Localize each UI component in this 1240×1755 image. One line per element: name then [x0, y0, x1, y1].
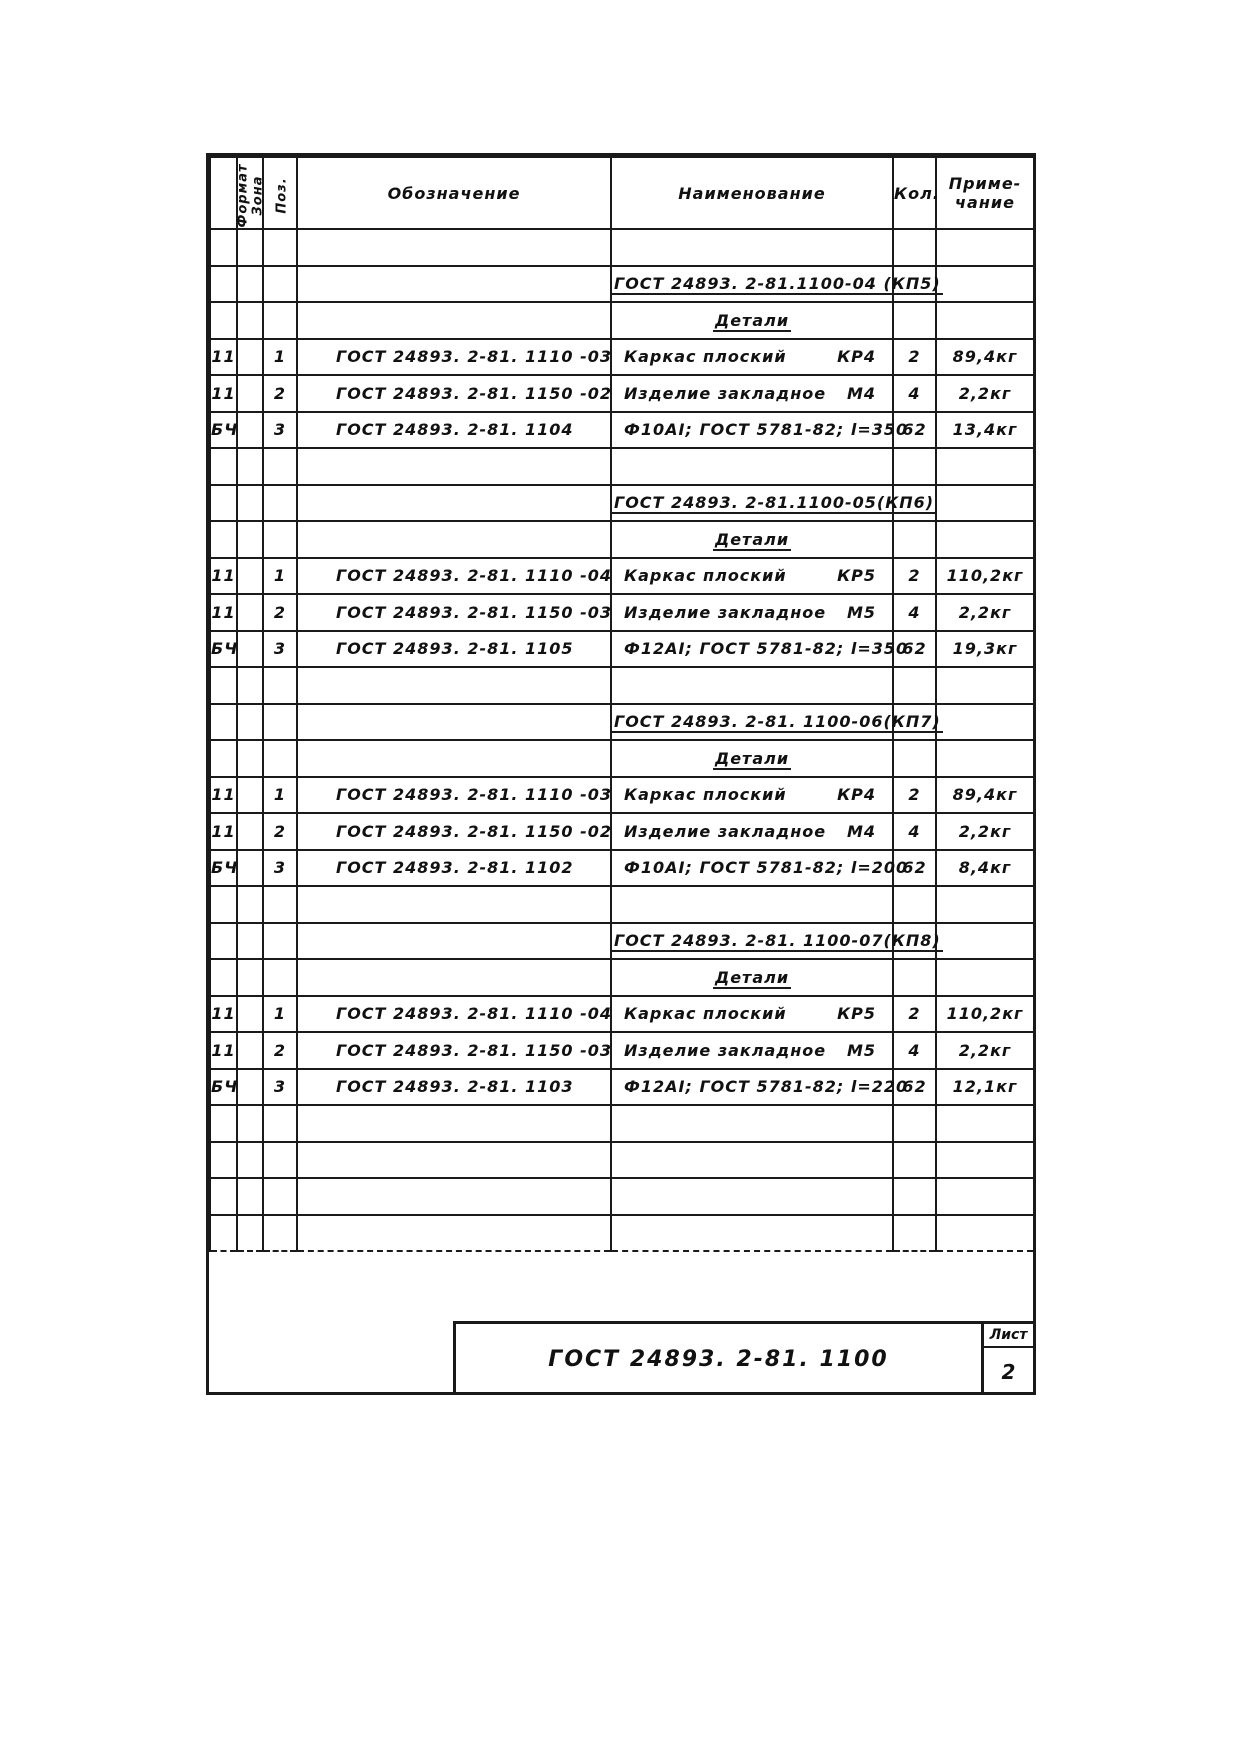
cell-pos: 2	[263, 594, 297, 631]
cell-zone	[237, 777, 263, 814]
cell-designation: ГОСТ 24893. 2-81. 1104	[297, 412, 611, 449]
cell-pos	[263, 923, 297, 960]
cell-format	[210, 521, 237, 558]
cell-qty	[893, 1178, 936, 1215]
cell-designation	[297, 448, 611, 485]
cell-qty: 4	[893, 594, 936, 631]
cell-zone	[237, 996, 263, 1033]
header-qty: Кол.	[893, 157, 936, 229]
cell-designation: ГОСТ 24893. 2-81. 1110 -04	[297, 996, 611, 1033]
cell-note: 2,2кг	[936, 594, 1034, 631]
cell-designation: ГОСТ 24893. 2-81. 1150 -03	[297, 1032, 611, 1069]
item-name: Каркас плоский	[624, 347, 787, 367]
specification-table	[209, 156, 1035, 1252]
document-code: ГОСТ 24893. 2-81. 1100	[456, 1324, 984, 1395]
header-note: Приме- чание	[936, 157, 1034, 229]
cell-name	[611, 1178, 893, 1215]
cell-format	[210, 1178, 237, 1215]
cell-qty	[893, 886, 936, 923]
cell-zone	[237, 594, 263, 631]
item-name: Изделие закладное	[624, 602, 827, 622]
cell-qty: 2	[893, 777, 936, 814]
cell-pos	[263, 740, 297, 777]
cell-note	[936, 302, 1034, 339]
cell-note	[936, 923, 1034, 960]
item-name: Каркас плоский	[624, 566, 787, 586]
cell-zone	[237, 923, 263, 960]
cell-designation	[297, 923, 611, 960]
cell-name	[611, 412, 909, 449]
cell-zone	[237, 704, 263, 741]
cell-pos	[263, 521, 297, 558]
cell-name	[611, 886, 893, 923]
cell-name	[611, 1215, 893, 1252]
cell-format	[210, 704, 237, 741]
header-designation: Обозначение	[297, 157, 611, 229]
cell-note: 89,4кг	[936, 339, 1034, 376]
cell-zone	[237, 1215, 263, 1252]
table-row	[210, 704, 1034, 741]
cell-name	[611, 667, 893, 704]
cell-note	[936, 959, 1034, 996]
group-heading-cell	[611, 704, 941, 741]
cell-pos: 1	[263, 558, 297, 595]
cell-zone	[237, 850, 263, 887]
table-row	[210, 302, 1034, 339]
cell-zone	[237, 959, 263, 996]
item-mark: М4	[846, 383, 876, 403]
cell-zone	[237, 813, 263, 850]
table-row	[210, 959, 1034, 996]
cell-note: 2,2кг	[936, 375, 1034, 412]
cell-format	[210, 485, 237, 522]
cell-qty	[893, 1105, 936, 1142]
table-row	[210, 850, 1034, 887]
group-heading-cell	[611, 266, 941, 303]
cell-designation: ГОСТ 24893. 2-81. 1105	[297, 631, 611, 668]
cell-pos: 3	[263, 1069, 297, 1106]
cell-note	[936, 448, 1034, 485]
cell-format: БЧ	[210, 412, 237, 449]
group-heading-cell	[611, 302, 893, 339]
cell-designation: ГОСТ 24893. 2-81. 1150 -03	[297, 594, 611, 631]
cell-name	[611, 375, 893, 412]
cell-format	[210, 667, 237, 704]
cell-name	[611, 850, 909, 887]
cell-note: 110,2кг	[936, 558, 1034, 595]
cell-format	[210, 1215, 237, 1252]
cell-format	[210, 1142, 237, 1179]
item-name: Ф10АI; ГОСТ 5781-82; l=200	[624, 858, 909, 878]
group-heading: ГОСТ 24893. 2-81.1100-05(КП6)	[614, 493, 935, 513]
cell-designation: ГОСТ 24893. 2-81. 1110 -03	[297, 777, 611, 814]
table-row	[210, 740, 1034, 777]
header-format: Формат	[210, 157, 237, 229]
cell-format: 11	[210, 813, 237, 850]
cell-designation	[297, 485, 611, 522]
cell-note	[936, 740, 1034, 777]
table-row	[210, 412, 1034, 449]
cell-name	[611, 339, 893, 376]
group-heading: ГОСТ 24893. 2-81.1100-04 (КП5)	[614, 274, 941, 294]
cell-designation	[297, 667, 611, 704]
cell-note	[936, 1178, 1034, 1215]
cell-note: 110,2кг	[936, 996, 1034, 1033]
cell-note	[936, 229, 1034, 266]
cell-pos	[263, 886, 297, 923]
cell-qty	[893, 740, 936, 777]
item-name: Ф12АI; ГОСТ 5781-82; l=220	[624, 1077, 909, 1097]
cell-format: 11	[210, 777, 237, 814]
group-heading: ГОСТ 24893. 2-81. 1100-06(КП7)	[614, 712, 941, 732]
cell-format: 11	[210, 339, 237, 376]
cell-note: 19,3кг	[936, 631, 1034, 668]
table-row	[210, 886, 1034, 923]
table-row	[210, 667, 1034, 704]
cell-qty	[893, 521, 936, 558]
cell-zone	[237, 448, 263, 485]
table-row	[210, 996, 1034, 1033]
cell-pos	[263, 229, 297, 266]
cell-qty: 4	[893, 813, 936, 850]
cell-designation: ГОСТ 24893. 2-81. 1110 -03	[297, 339, 611, 376]
cell-designation	[297, 740, 611, 777]
cell-format	[210, 302, 237, 339]
cell-qty: 62	[893, 631, 936, 668]
cell-note: 2,2кг	[936, 813, 1034, 850]
item-name: Каркас плоский	[624, 785, 787, 805]
item-name: Изделие закладное	[624, 1040, 827, 1060]
cell-format	[210, 959, 237, 996]
cell-pos: 3	[263, 850, 297, 887]
cell-zone	[237, 375, 263, 412]
table-row	[210, 1142, 1034, 1179]
cell-format	[210, 1105, 237, 1142]
cell-designation	[297, 1215, 611, 1252]
cell-qty: 62	[893, 412, 936, 449]
group-heading: Детали	[714, 967, 790, 987]
cell-format	[210, 740, 237, 777]
cell-pos	[263, 1178, 297, 1215]
cell-designation: ГОСТ 24893. 2-81. 1103	[297, 1069, 611, 1106]
title-block	[453, 1321, 1033, 1395]
cell-qty	[893, 959, 936, 996]
item-name: Каркас плоский	[624, 1004, 787, 1024]
cell-name	[611, 448, 893, 485]
cell-zone	[237, 1032, 263, 1069]
cell-note	[936, 521, 1034, 558]
table-row	[210, 229, 1034, 266]
table-row	[210, 1178, 1034, 1215]
item-name: Ф12АI; ГОСТ 5781-82; l=350	[624, 639, 909, 659]
cell-pos: 2	[263, 375, 297, 412]
cell-designation	[297, 1178, 611, 1215]
cell-qty: 62	[893, 850, 936, 887]
group-heading-cell	[611, 521, 893, 558]
cell-designation	[297, 266, 611, 303]
cell-designation	[297, 229, 611, 266]
cell-name	[611, 1069, 909, 1106]
item-mark: М5	[846, 602, 876, 622]
table-row	[210, 558, 1034, 595]
group-heading-cell	[611, 485, 935, 522]
cell-qty: 62	[893, 1069, 936, 1106]
cell-qty	[893, 1215, 936, 1252]
cell-qty: 2	[893, 339, 936, 376]
cell-format: БЧ	[210, 1069, 237, 1106]
cell-zone	[237, 558, 263, 595]
group-heading: Детали	[714, 529, 790, 549]
cell-designation: ГОСТ 24893. 2-81. 1150 -02	[297, 375, 611, 412]
header-zone: Зона	[237, 157, 263, 229]
cell-note	[936, 704, 1034, 741]
item-mark: КР5	[837, 1004, 876, 1024]
cell-format	[210, 266, 237, 303]
header-pos: Поз.	[263, 157, 297, 229]
cell-qty: 4	[893, 1032, 936, 1069]
cell-zone	[237, 521, 263, 558]
cell-pos	[263, 448, 297, 485]
table-row	[210, 1069, 1034, 1106]
cell-designation: ГОСТ 24893. 2-81. 1150 -02	[297, 813, 611, 850]
cell-name	[611, 1142, 893, 1179]
cell-zone	[237, 1178, 263, 1215]
cell-designation	[297, 959, 611, 996]
item-mark: М5	[846, 1040, 876, 1060]
table-row	[210, 266, 1034, 303]
cell-zone	[237, 412, 263, 449]
cell-pos	[263, 667, 297, 704]
cell-note	[936, 1215, 1034, 1252]
cell-qty	[893, 229, 936, 266]
cell-pos	[263, 1105, 297, 1142]
cell-name	[611, 777, 893, 814]
group-heading-cell	[611, 959, 893, 996]
table-row	[210, 1032, 1034, 1069]
table-row	[210, 777, 1034, 814]
sheet-number: 2	[1001, 1359, 1016, 1384]
cell-pos	[263, 1142, 297, 1179]
item-mark: М4	[846, 821, 876, 841]
cell-note	[936, 1142, 1034, 1179]
cell-name	[611, 229, 893, 266]
cell-format	[210, 886, 237, 923]
cell-pos: 3	[263, 631, 297, 668]
table-row	[210, 631, 1034, 668]
cell-designation: ГОСТ 24893. 2-81. 1110 -04	[297, 558, 611, 595]
cell-zone	[237, 485, 263, 522]
cell-zone	[237, 266, 263, 303]
table-row	[210, 375, 1034, 412]
cell-name	[611, 558, 893, 595]
cell-zone	[237, 740, 263, 777]
cell-name	[611, 594, 893, 631]
cell-pos	[263, 704, 297, 741]
cell-note	[936, 1105, 1034, 1142]
cell-qty: 2	[893, 996, 936, 1033]
cell-name	[611, 813, 893, 850]
cell-name	[611, 1032, 893, 1069]
cell-designation	[297, 1105, 611, 1142]
cell-pos: 1	[263, 777, 297, 814]
sheet-label: Лист	[984, 1324, 1033, 1348]
cell-zone	[237, 667, 263, 704]
table-row	[210, 594, 1034, 631]
table-row	[210, 448, 1034, 485]
cell-qty: 2	[893, 558, 936, 595]
cell-format: 11	[210, 558, 237, 595]
cell-note: 89,4кг	[936, 777, 1034, 814]
table-row	[210, 813, 1034, 850]
table-header-row	[210, 157, 1034, 229]
item-mark: КР4	[837, 785, 876, 805]
cell-zone	[237, 229, 263, 266]
cell-qty	[893, 448, 936, 485]
item-mark: КР5	[837, 566, 876, 586]
cell-note	[936, 485, 1034, 522]
cell-pos: 2	[263, 813, 297, 850]
cell-designation	[297, 704, 611, 741]
cell-name	[611, 1105, 893, 1142]
cell-pos: 1	[263, 339, 297, 376]
header-name: Наименование	[611, 157, 893, 229]
cell-format: БЧ	[210, 850, 237, 887]
cell-note	[936, 667, 1034, 704]
cell-pos	[263, 485, 297, 522]
cell-designation	[297, 886, 611, 923]
cell-pos: 3	[263, 412, 297, 449]
cell-note	[936, 886, 1034, 923]
group-heading: Детали	[714, 310, 790, 330]
cell-zone	[237, 1069, 263, 1106]
cell-format: 11	[210, 996, 237, 1033]
cell-format	[210, 229, 237, 266]
cell-qty	[893, 302, 936, 339]
sheet-cell	[984, 1324, 1033, 1395]
table-row	[210, 521, 1034, 558]
table-row	[210, 1215, 1034, 1252]
group-heading: ГОСТ 24893. 2-81. 1100-07(КП8)	[614, 931, 941, 951]
item-name: Изделие закладное	[624, 383, 827, 403]
cell-format	[210, 923, 237, 960]
item-name: Ф10АI; ГОСТ 5781-82; l=350	[624, 420, 909, 440]
cell-designation	[297, 302, 611, 339]
cell-note: 13,4кг	[936, 412, 1034, 449]
cell-format	[210, 448, 237, 485]
cell-format: БЧ	[210, 631, 237, 668]
cell-qty	[893, 667, 936, 704]
cell-pos	[263, 959, 297, 996]
group-heading: Детали	[714, 748, 790, 768]
cell-note: 2,2кг	[936, 1032, 1034, 1069]
item-mark: КР4	[837, 347, 876, 367]
group-heading-cell	[611, 923, 941, 960]
cell-format: 11	[210, 594, 237, 631]
cell-pos	[263, 302, 297, 339]
cell-format: 11	[210, 375, 237, 412]
cell-designation	[297, 521, 611, 558]
table-row	[210, 923, 1034, 960]
cell-name	[611, 631, 909, 668]
table-row	[210, 339, 1034, 376]
cell-note: 12,1кг	[936, 1069, 1034, 1106]
cell-pos	[263, 1215, 297, 1252]
table-row	[210, 485, 1034, 522]
cell-format: 11	[210, 1032, 237, 1069]
cell-zone	[237, 631, 263, 668]
cell-zone	[237, 886, 263, 923]
cell-pos: 2	[263, 1032, 297, 1069]
cell-zone	[237, 339, 263, 376]
cell-note	[936, 266, 1034, 303]
group-heading-cell	[611, 740, 893, 777]
cell-designation: ГОСТ 24893. 2-81. 1102	[297, 850, 611, 887]
cell-qty	[893, 1142, 936, 1179]
cell-zone	[237, 1105, 263, 1142]
cell-zone	[237, 1142, 263, 1179]
table-row	[210, 1105, 1034, 1142]
cell-pos	[263, 266, 297, 303]
cell-designation	[297, 1142, 611, 1179]
specification-sheet	[206, 153, 1036, 1395]
cell-qty: 4	[893, 375, 936, 412]
cell-zone	[237, 302, 263, 339]
cell-note: 8,4кг	[936, 850, 1034, 887]
item-name: Изделие закладное	[624, 821, 827, 841]
cell-pos: 1	[263, 996, 297, 1033]
cell-name	[611, 996, 893, 1033]
